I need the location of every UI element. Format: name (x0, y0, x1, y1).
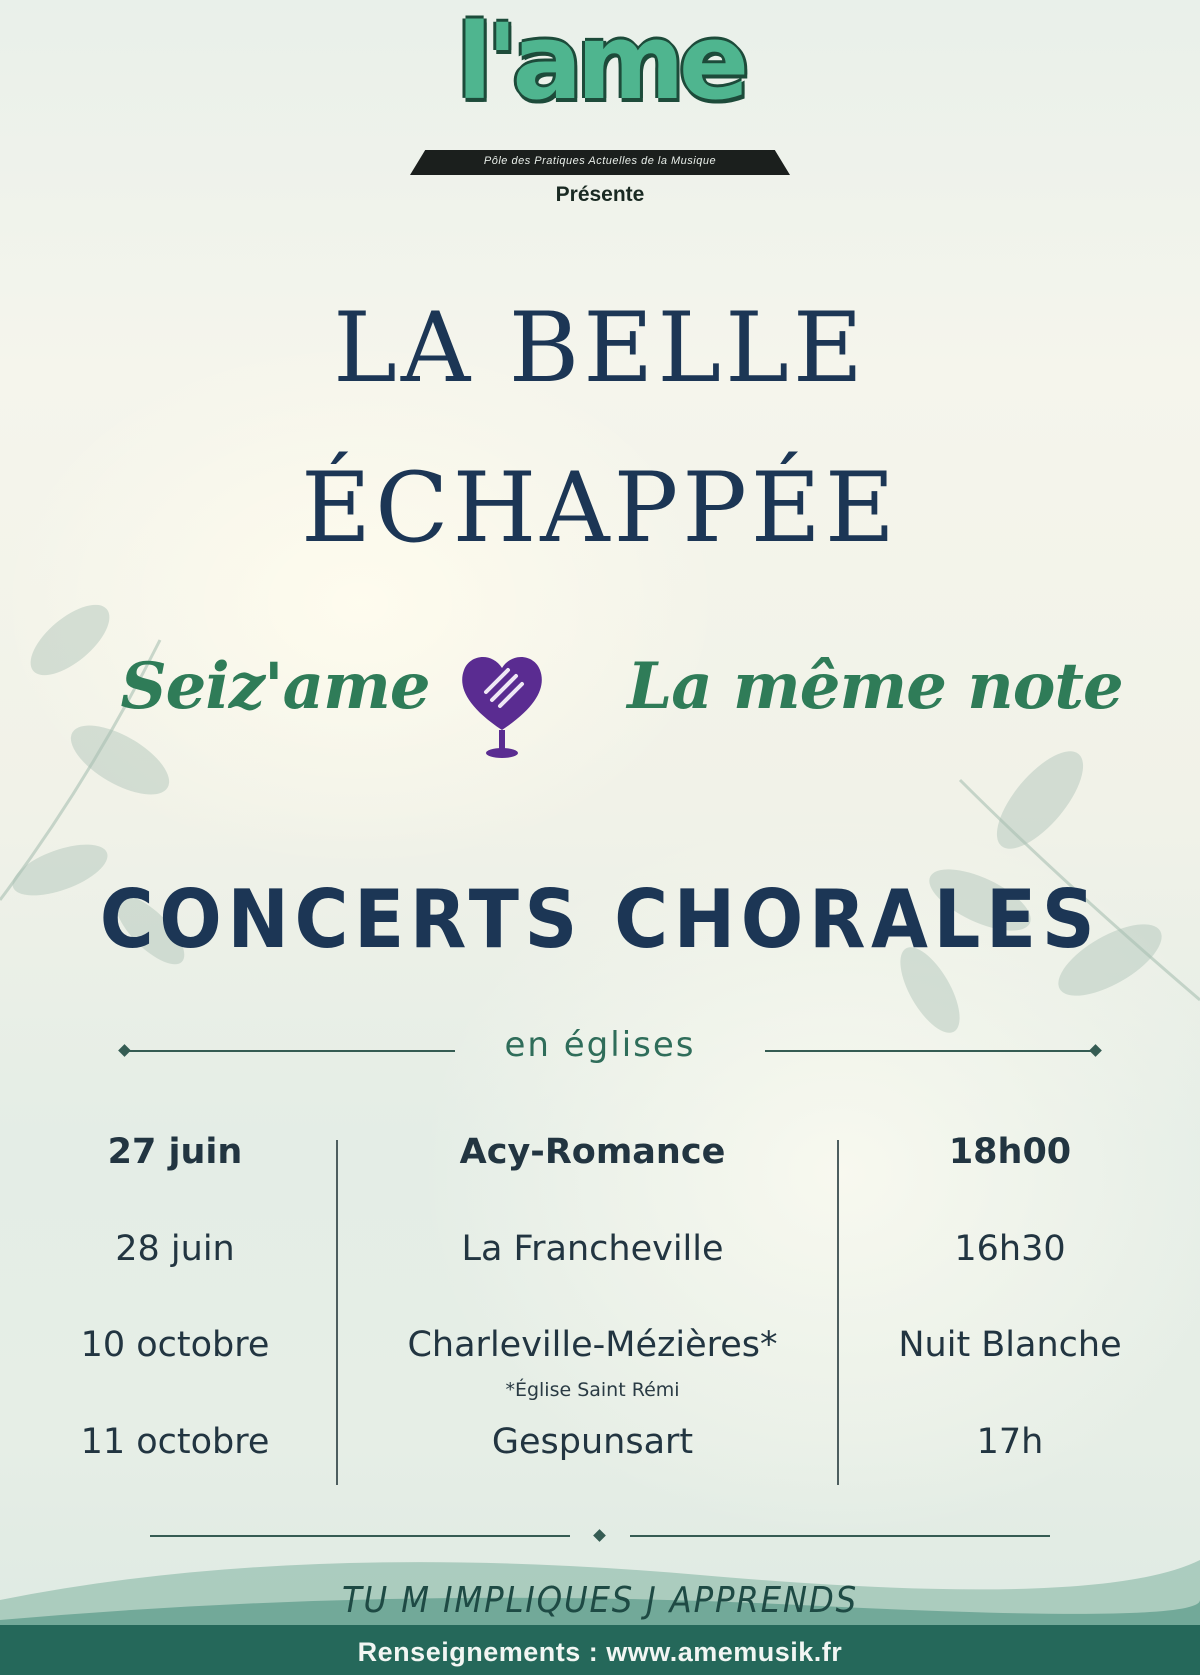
schedule-place: Gespunsart (491, 1422, 694, 1462)
schedule-date: 10 octobre (80, 1325, 270, 1365)
schedule-time: Nuit Blanche (898, 1325, 1122, 1365)
schedule-date: 11 octobre (80, 1422, 270, 1462)
schedule-place: Charleville-Mézières* (407, 1325, 778, 1365)
schedule-footnote: *Église Saint Rémi (505, 1379, 680, 1401)
title-line-2: ÉCHAPPÉE (301, 452, 899, 564)
concerts-subheading: en églises (504, 1025, 696, 1065)
schedule-place: Acy-Romance (459, 1132, 726, 1172)
concerts-heading: CONCERTS CHORALES (99, 873, 1101, 966)
choir-name-right: La même note (627, 649, 1123, 724)
slogan: TU M IMPLIQUES J APPRENDS (341, 1580, 859, 1621)
presents-label: Présente (555, 183, 645, 206)
divider-right (765, 1050, 1095, 1052)
schedule-time: 17h (976, 1422, 1044, 1462)
schedule-place: La Francheville (461, 1229, 724, 1269)
schedule-date: 27 juin (107, 1132, 243, 1172)
column-separator-1 (336, 1140, 338, 1485)
schedule-date: 28 juin (115, 1229, 235, 1269)
logo-wordmark: l'ame (456, 1, 744, 123)
bottom-divider-left (150, 1535, 570, 1537)
schedule-time: 18h00 (948, 1132, 1072, 1172)
title-line-1: LA BELLE (333, 292, 867, 404)
schedule-time: 16h30 (954, 1229, 1066, 1269)
heart-microphone-icon (456, 648, 548, 764)
choir-name-left: Seiz'ame (120, 649, 430, 724)
contact-info: Renseignements : www.amemusik.fr (357, 1637, 843, 1667)
logo-subtitle: Pôle des Pratiques Actuelles de la Musique (483, 155, 717, 167)
bottom-divider-right (630, 1535, 1050, 1537)
